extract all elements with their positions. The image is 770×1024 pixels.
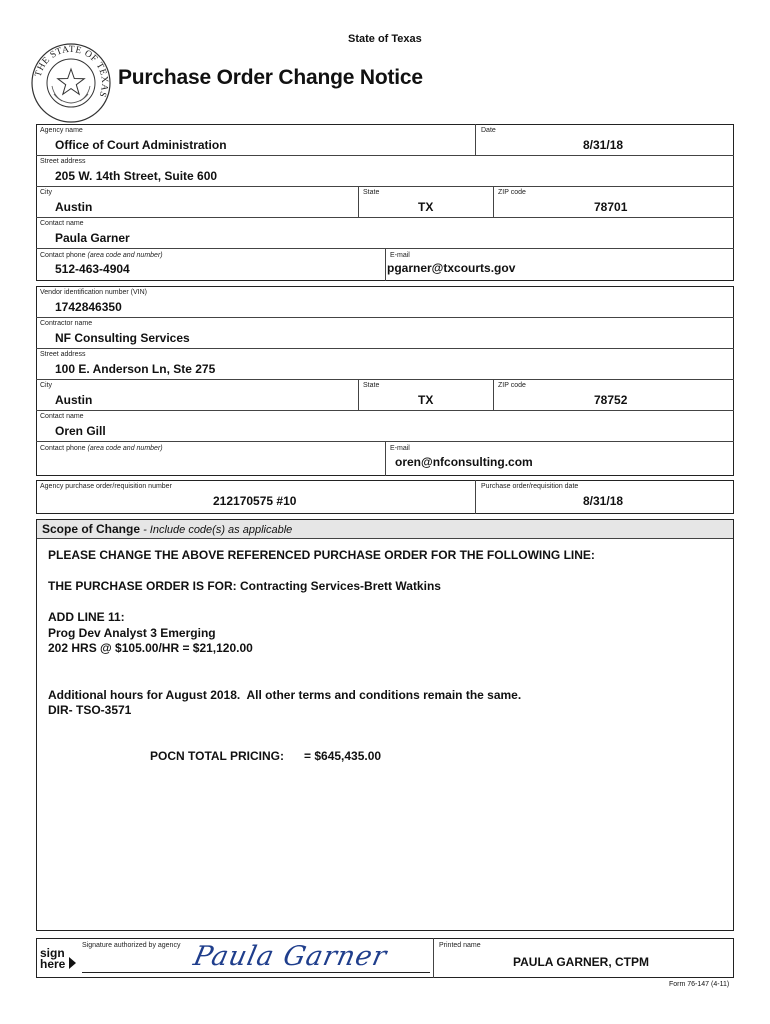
agency-contact-field[interactable]: Paula Garner (55, 231, 130, 245)
scope-line-1: PLEASE CHANGE THE ABOVE REFERENCED PURCHASE ORDER FOR THE FOLLOWING LINE: (48, 548, 595, 562)
seal-text: THE STATE OF TEXAS (33, 44, 110, 99)
agency-phone-field[interactable]: 512-463-4904 (55, 262, 130, 276)
vin-label: Vendor identification number (VIN) (40, 289, 147, 296)
sign-arrow-icon (69, 957, 76, 969)
contractor-name-field[interactable]: NF Consulting Services (55, 331, 190, 345)
total-pricing-value: = $645,435.00 (304, 749, 382, 763)
state-heading: State of Texas (348, 33, 422, 45)
scope-subheading: - Include code(s) as applicable (140, 524, 293, 536)
agency-city-field[interactable]: Austin (55, 200, 93, 214)
contractor-name-label: Contractor name (40, 320, 93, 327)
contractor-contact-field[interactable]: Oren Gill (55, 424, 106, 438)
agency-state-label: State (363, 189, 380, 196)
scope-line-3: ADD LINE 11: (48, 610, 125, 624)
agency-phone-label (40, 252, 163, 259)
page-title: Purchase Order Change Notice (118, 66, 423, 89)
contractor-city-field[interactable]: Austin (55, 393, 93, 407)
contractor-phone-label-text: Contact phone (40, 445, 86, 452)
sign-here-tag (40, 948, 65, 970)
agency-date-label: Date (481, 127, 496, 134)
contractor-state-field[interactable]: TX (418, 393, 434, 407)
agency-phone-label-text: Contact phone (40, 252, 86, 259)
scope-heading (42, 522, 292, 537)
printed-name-field[interactable]: PAULA GARNER, CTPM (513, 955, 649, 969)
po-date-field[interactable]: 8/31/18 (583, 494, 624, 508)
agency-zip-field[interactable]: 78701 (594, 200, 628, 214)
agency-date-field[interactable]: 8/31/18 (583, 138, 624, 152)
contractor-phone-field[interactable] (55, 457, 355, 471)
contractor-street-label: Street address (40, 351, 86, 358)
agency-contact-label: Contact name (40, 220, 84, 227)
form-number: Form 76-147 (4-11) (669, 981, 730, 988)
contractor-email-label: E-mail (390, 445, 410, 452)
here-text: here (40, 957, 66, 971)
agency-email-label: E-mail (390, 252, 410, 259)
scope-line-7: DIR- TSO-3571 (48, 703, 132, 717)
agency-zip-label: ZIP code (498, 189, 526, 196)
printed-name-label: Printed name (439, 942, 481, 949)
po-number-label: Agency purchase order/requisition number (40, 483, 172, 490)
state-seal (30, 42, 112, 124)
total-pricing-label: POCN TOTAL PRICING: (150, 749, 285, 763)
svg-text:THE STATE OF TEXAS (34, 45, 110, 99)
signature-script[interactable]: Paula Garner (190, 941, 390, 972)
agency-city-label: City (40, 189, 53, 196)
scope-line-5: 202 HRS @ $105.00/HR = $21,120.00 (48, 641, 253, 655)
texas-seal-icon (30, 42, 112, 124)
scope-line-6: Additional hours for August 2018. All other terms and conditions remain the same. (48, 688, 522, 702)
agency-state-field[interactable]: TX (418, 200, 434, 214)
signature-label: Signature authorized by agency (82, 942, 181, 949)
contractor-zip-label: ZIP code (498, 382, 526, 389)
po-date-label: Purchase order/requisition date (481, 483, 579, 490)
contractor-phone-hint: (area code and number) (87, 445, 163, 452)
agency-name-field[interactable]: Office of Court Administration (55, 138, 227, 152)
contractor-zip-field[interactable]: 78752 (594, 393, 628, 407)
contractor-phone-label (40, 445, 163, 452)
contractor-email-field[interactable]: oren@nfconsulting.com (395, 455, 533, 469)
signature-line (82, 972, 430, 973)
agency-street-field[interactable]: 205 W. 14th Street, Suite 600 (55, 169, 218, 183)
agency-phone-hint: (area code and number) (87, 252, 163, 259)
contractor-contact-label: Contact name (40, 413, 84, 420)
scope-line-2: THE PURCHASE ORDER IS FOR: Contracting Services-Brett Watkins (48, 579, 441, 593)
contractor-street-field[interactable]: 100 E. Anderson Ln, Ste 275 (55, 362, 216, 376)
agency-street-label: Street address (40, 158, 86, 165)
contractor-city-label: City (40, 382, 53, 389)
po-number-field[interactable]: 212170575 #10 (213, 494, 297, 508)
scope-heading-text: Scope of Change (42, 522, 141, 536)
agency-email-field[interactable]: pgarner@txcourts.gov (387, 261, 516, 275)
vin-field[interactable]: 1742846350 (55, 300, 122, 314)
sign-text: sign (40, 946, 65, 960)
scope-line-4: Prog Dev Analyst 3 Emerging (48, 626, 216, 640)
contractor-state-label: State (363, 382, 380, 389)
agency-name-label: Agency name (40, 127, 83, 134)
